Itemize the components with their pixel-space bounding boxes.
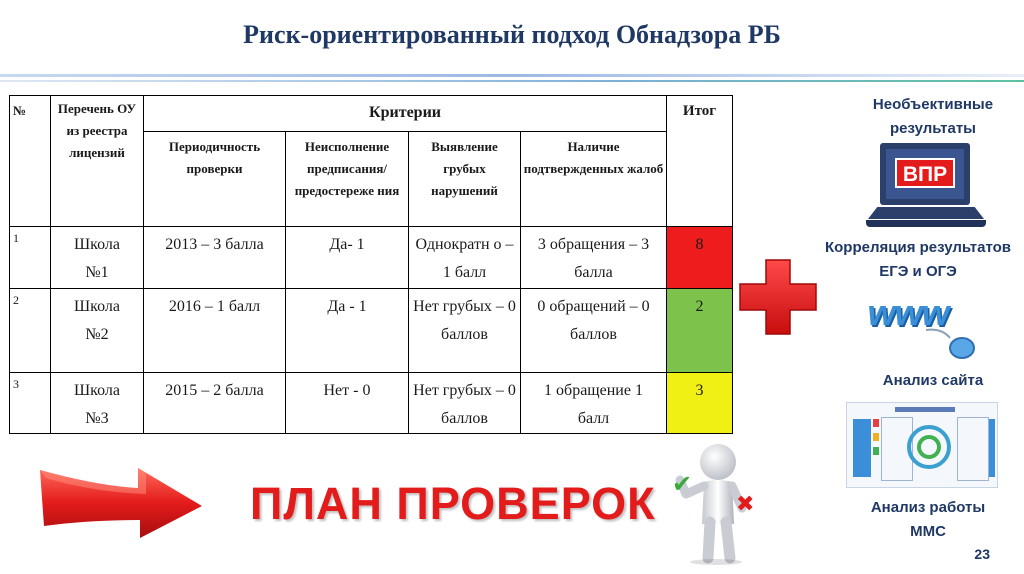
table-row [10,373,733,434]
row-school-text: Школа №3 [74,382,120,427]
page-number: 23 [974,546,990,562]
row-total: 8 [667,227,733,289]
row-non-compliance: Да - 1 [286,289,409,373]
title-divider [0,74,1024,77]
header-num: № [10,96,51,227]
row-num: 1 [10,227,51,289]
row-violations [409,289,521,373]
header-list [51,96,144,227]
site-analysis-label: Анализ сайта [882,372,984,389]
table-row [10,227,733,289]
row-violations-text: Нет грубых – 0 баллов [413,382,516,427]
diagram-thumbnail-icon [846,402,998,488]
header-periodicity-text: Периодичность проверки [168,139,261,176]
row-complaints [521,227,667,289]
row-violations-text: Однократн о – 1 балл [415,236,514,281]
row-total: 3 [667,373,733,434]
row-school [51,373,144,434]
row-school-text: Школа №2 [74,298,120,343]
plan-title: ПЛАН ПРОВЕРОК [250,478,656,529]
mms-analysis-label [848,496,1008,544]
unobjective-results-text: Необъективные результаты [872,96,994,137]
criteria-table [9,95,733,434]
row-periodicity: 2016 – 1 балл [144,289,286,373]
table-row [10,289,733,373]
correlation-text: Корреляция результатов ЕГЭ и ОГЭ [824,239,1011,280]
row-complaints-text: 0 обращений – 0 баллов [537,298,650,343]
header-list-text: Перечень ОУ из реестра лицензий [57,101,137,160]
row-num: 3 [10,373,51,434]
row-complaints-text: 1 обращение 1 балл [544,382,643,427]
row-violations [409,373,521,434]
header-periodicity [144,132,286,227]
check-icon: ✔ [672,470,693,498]
row-non-compliance: Нет - 0 [286,373,409,434]
header-non-compliance-text: Неисполнение предписания/ предостереже ния [294,139,400,198]
laptop-icon [866,143,986,235]
header-complaints [521,132,667,227]
row-violations [409,227,521,289]
www-mouse-icon [864,288,976,362]
row-school [51,227,144,289]
row-complaints [521,289,667,373]
row-violations-text: Нет грубых – 0 баллов [413,298,516,343]
title-divider-accent [0,80,1024,82]
cross-icon: ✖ [736,492,755,517]
row-complaints-text: 3 обращения – 3 балла [537,236,650,281]
row-complaints [521,373,667,434]
header-complaints-text: Наличие подтвержденных жалоб [523,139,664,176]
vpr-badge: ВПР [895,158,955,188]
row-total: 2 [667,289,733,373]
row-school-text: Школа №1 [74,236,120,281]
header-violations [409,132,521,227]
row-periodicity: 2013 – 3 балла [144,227,286,289]
www-text: www [864,292,953,333]
row-periodicity: 2015 – 2 балла [144,373,286,434]
slide-title: Риск-ориентированный подход Обнадзора РБ [243,20,781,49]
header-non-compliance [286,132,409,227]
unobjective-results-label [838,93,1024,141]
red-arrow-icon [38,464,206,540]
row-num: 2 [10,289,51,373]
red-plus-icon [738,258,818,336]
correlation-label [812,236,1024,284]
header-violations-text: Выявление грубых нарушений [431,139,498,198]
row-non-compliance: Да- 1 [286,227,409,289]
header-total: Итог [667,96,733,227]
header-criteria: Критерии [144,96,667,132]
mms-analysis-text: Анализ работы ММС [870,499,986,540]
row-school [51,289,144,373]
